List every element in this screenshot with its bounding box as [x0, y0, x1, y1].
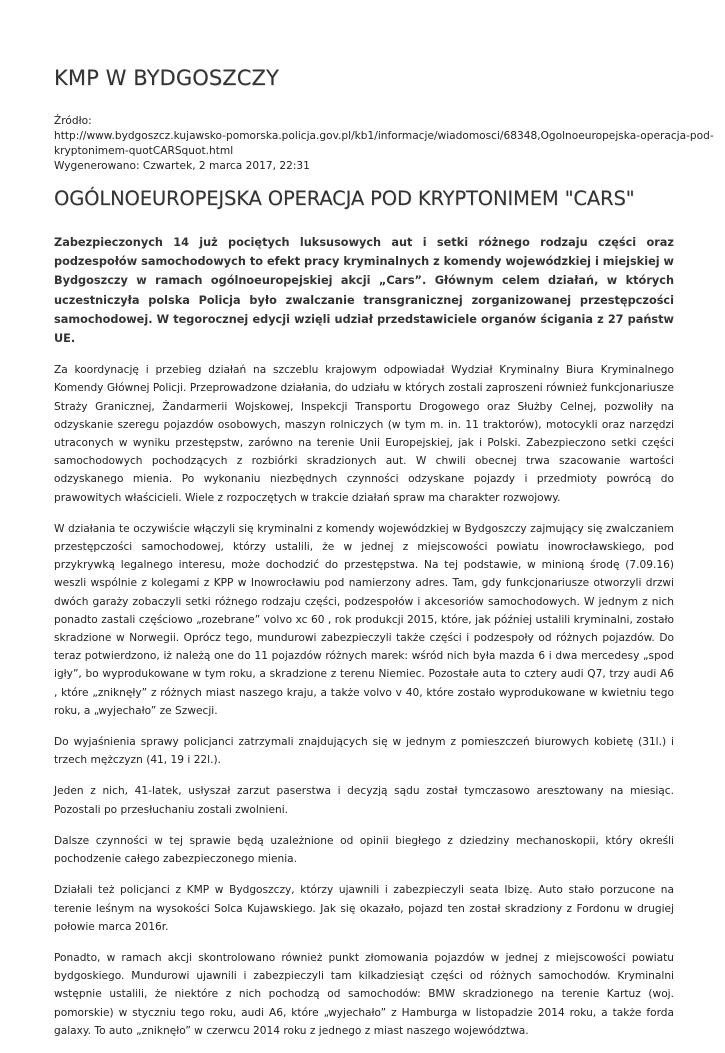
generated-date: Wygenerowano: Czwartek, 2 marca 2017, 22:31 — [54, 160, 310, 172]
site-title: KMP W BYDGOSZCZY — [54, 66, 279, 90]
source-url-line-1: http://www.bydgoszcz.kujawsko-pomorska.policja.gov.pl/kb1/informacje/wiadomosci/68348,Ogolnoeuropejska-operacja-pod- — [54, 130, 714, 142]
article-paragraph: Działali też policjanci z KMP w Bydgoszczy, którzy ujawnili i zabezpieczyli seata Ibizę. Auto stało porzucone na terenie leśnym na wysokości Solca Kujawskiego. Jak się okazało, pojazd ten został skradziony z Fordonu w drugiej połowie marca 2016r. — [54, 884, 674, 933]
source-meta — [54, 114, 714, 174]
source-label: Źródło: — [54, 115, 92, 127]
article-paragraph: W działania te oczywiście włączyli się kryminalni z komendy wojewódzkiej w Bydgoszczy zajmujący się zwalczaniem przestępczości samochodowej, którzy ustalili, że w jednej z miejscowości powiatu inowrocławskiego, pod przykrywką legalnego interesu, może dochodzić do przestępstwa. Na tej podstawie, w minioną środę (7.09.16) weszli wspólnie z kolegami z KPP w Inowrocławiu pod namierzony adres. Tam, gdy funkcjonariusze otworzyli drzwi dwóch garaży zobaczyli setki różnego rodzaju części, podzespołów i akcesoriów samochodowych. W jednym z nich ponadto zastali częściowo „rozebrane” volvo xc 60 , rok produkcji 2015, które, jak później ustalili kryminalni, zostało skradzione w Norwegii. Oprócz tego, mundurowi zabezpieczyli także części i podzespoły od różnych pojazdów. Do teraz potwierdzono, iż należą one do 11 pojazdów różnych marek: wśród nich była mazda 6 i dwa mercedesy „spod igły”, bo wyprodukowane w tym roku, a skradzione z terenu Niemiec. Pozostałe auta to cztery audi Q7, trzy audi A6 , które „zniknęły” z różnych miast naszego kraju, a także volvo v 40, które zostało wyprodukowane w kwietniu tego roku, a „wyjechało” ze Szwecji. — [54, 522, 674, 717]
article-paragraph: Za koordynację i przebieg działań na szczeblu krajowym odpowiadał Wydział Kryminalny Biura Kryminalnego Komendy Głównej Policji. Przeprowadzone działania, do udziału w których zostali zaproszeni również funkcjonariusze Straży Granicznej, Żandarmerii Wojskowej, Inspekcji Transportu Drogowego oraz Służby Celnej, pozwoliły na odzyskanie szeregu pojazdów osobowych, maszyn rolniczych (w tym m. in. 11 traktorów), motocykli oraz narzędzi utraconych w wyniku przestępstw, zarówno na terenie Unii Europejskiej, jak i Polski. Zabezpieczono setki części samochodowych pochodzących z rozbiórki skradzionych aut. W chwili obecnej trwa szacowanie wartości odzyskanego mienia. Po wykonaniu niezbędnych czynności odzyskane pojazdy i przedmioty powrócą do prawowitych właścicieli. Wiele z rozpoczętych w trakcie działań spraw ma charakter rozwojowy. — [54, 364, 674, 504]
article-title: OGÓLNOEUROPEJSKA OPERACJA POD KRYPTONIMEM "CARS" — [54, 187, 635, 210]
article-paragraph: Do wyjaśnienia sprawy policjanci zatrzymali znajdujących się w jednym z pomieszczeń biurowych kobietę (31l.) i trzech mężczyzn (41, 19 i 22l.). — [54, 736, 674, 767]
article-body — [54, 233, 674, 1053]
article-lead: Zabezpieczonych 14 już pociętych luksusowych aut i setki różnego rodzaju części oraz podzespołów samochodowych to efekt pracy kryminalnych z komendy wojewódzkiej i miejskiej w Bydgoszczy w ramach ogólnoeuropejskiej akcji „Cars”. Głównym celem działań, w których uczestniczyła polska Policja było zwalczanie transgranicznej zorganizowanej przestępczości samochodowej. W tegorocznej edycji wzięli udział przedstawiciele organów ścigania z 27 państw UE. — [54, 236, 674, 346]
article-paragraph: Dalsze czynności w tej sprawie będą uzależnione od opinii biegłego z dziedziny mechanoskopii, który określi pochodzenie całego zabezpieczonego mienia. — [54, 834, 674, 866]
article-paragraph: Ponadto, w ramach akcji skontrolowano również punkt złomowania pojazdów w jednej z miejscowości powiatu bydgoskiego. Mundurowi ujawnili i zabezpieczyli tam kilkadziesiąt części od różnych samochodów. Kryminalni wstępnie ustalili, że niektóre z nich pochodzą od samochodów: BMW skradzionego na terenie Kartuz (woj. pomorskie) w styczniu tego roku, audi A6, które „wyjechało” z Hamburga w listopadzie 2014 roku, a także forda galaxy. To auto „zniknęło” w czerwcu 2014 roku z jednego z miast naszego województwa. — [54, 951, 674, 1037]
article-paragraph: Jeden z nich, 41-latek, usłyszał zarzut paserstwa i decyzją sądu został tymczasowo aresztowany na miesiąc. Pozostali po przesłuchaniu zostali zwolnieni. — [54, 785, 674, 816]
source-url-line-2: kryptonimem-quotCARSquot.html — [54, 145, 234, 157]
